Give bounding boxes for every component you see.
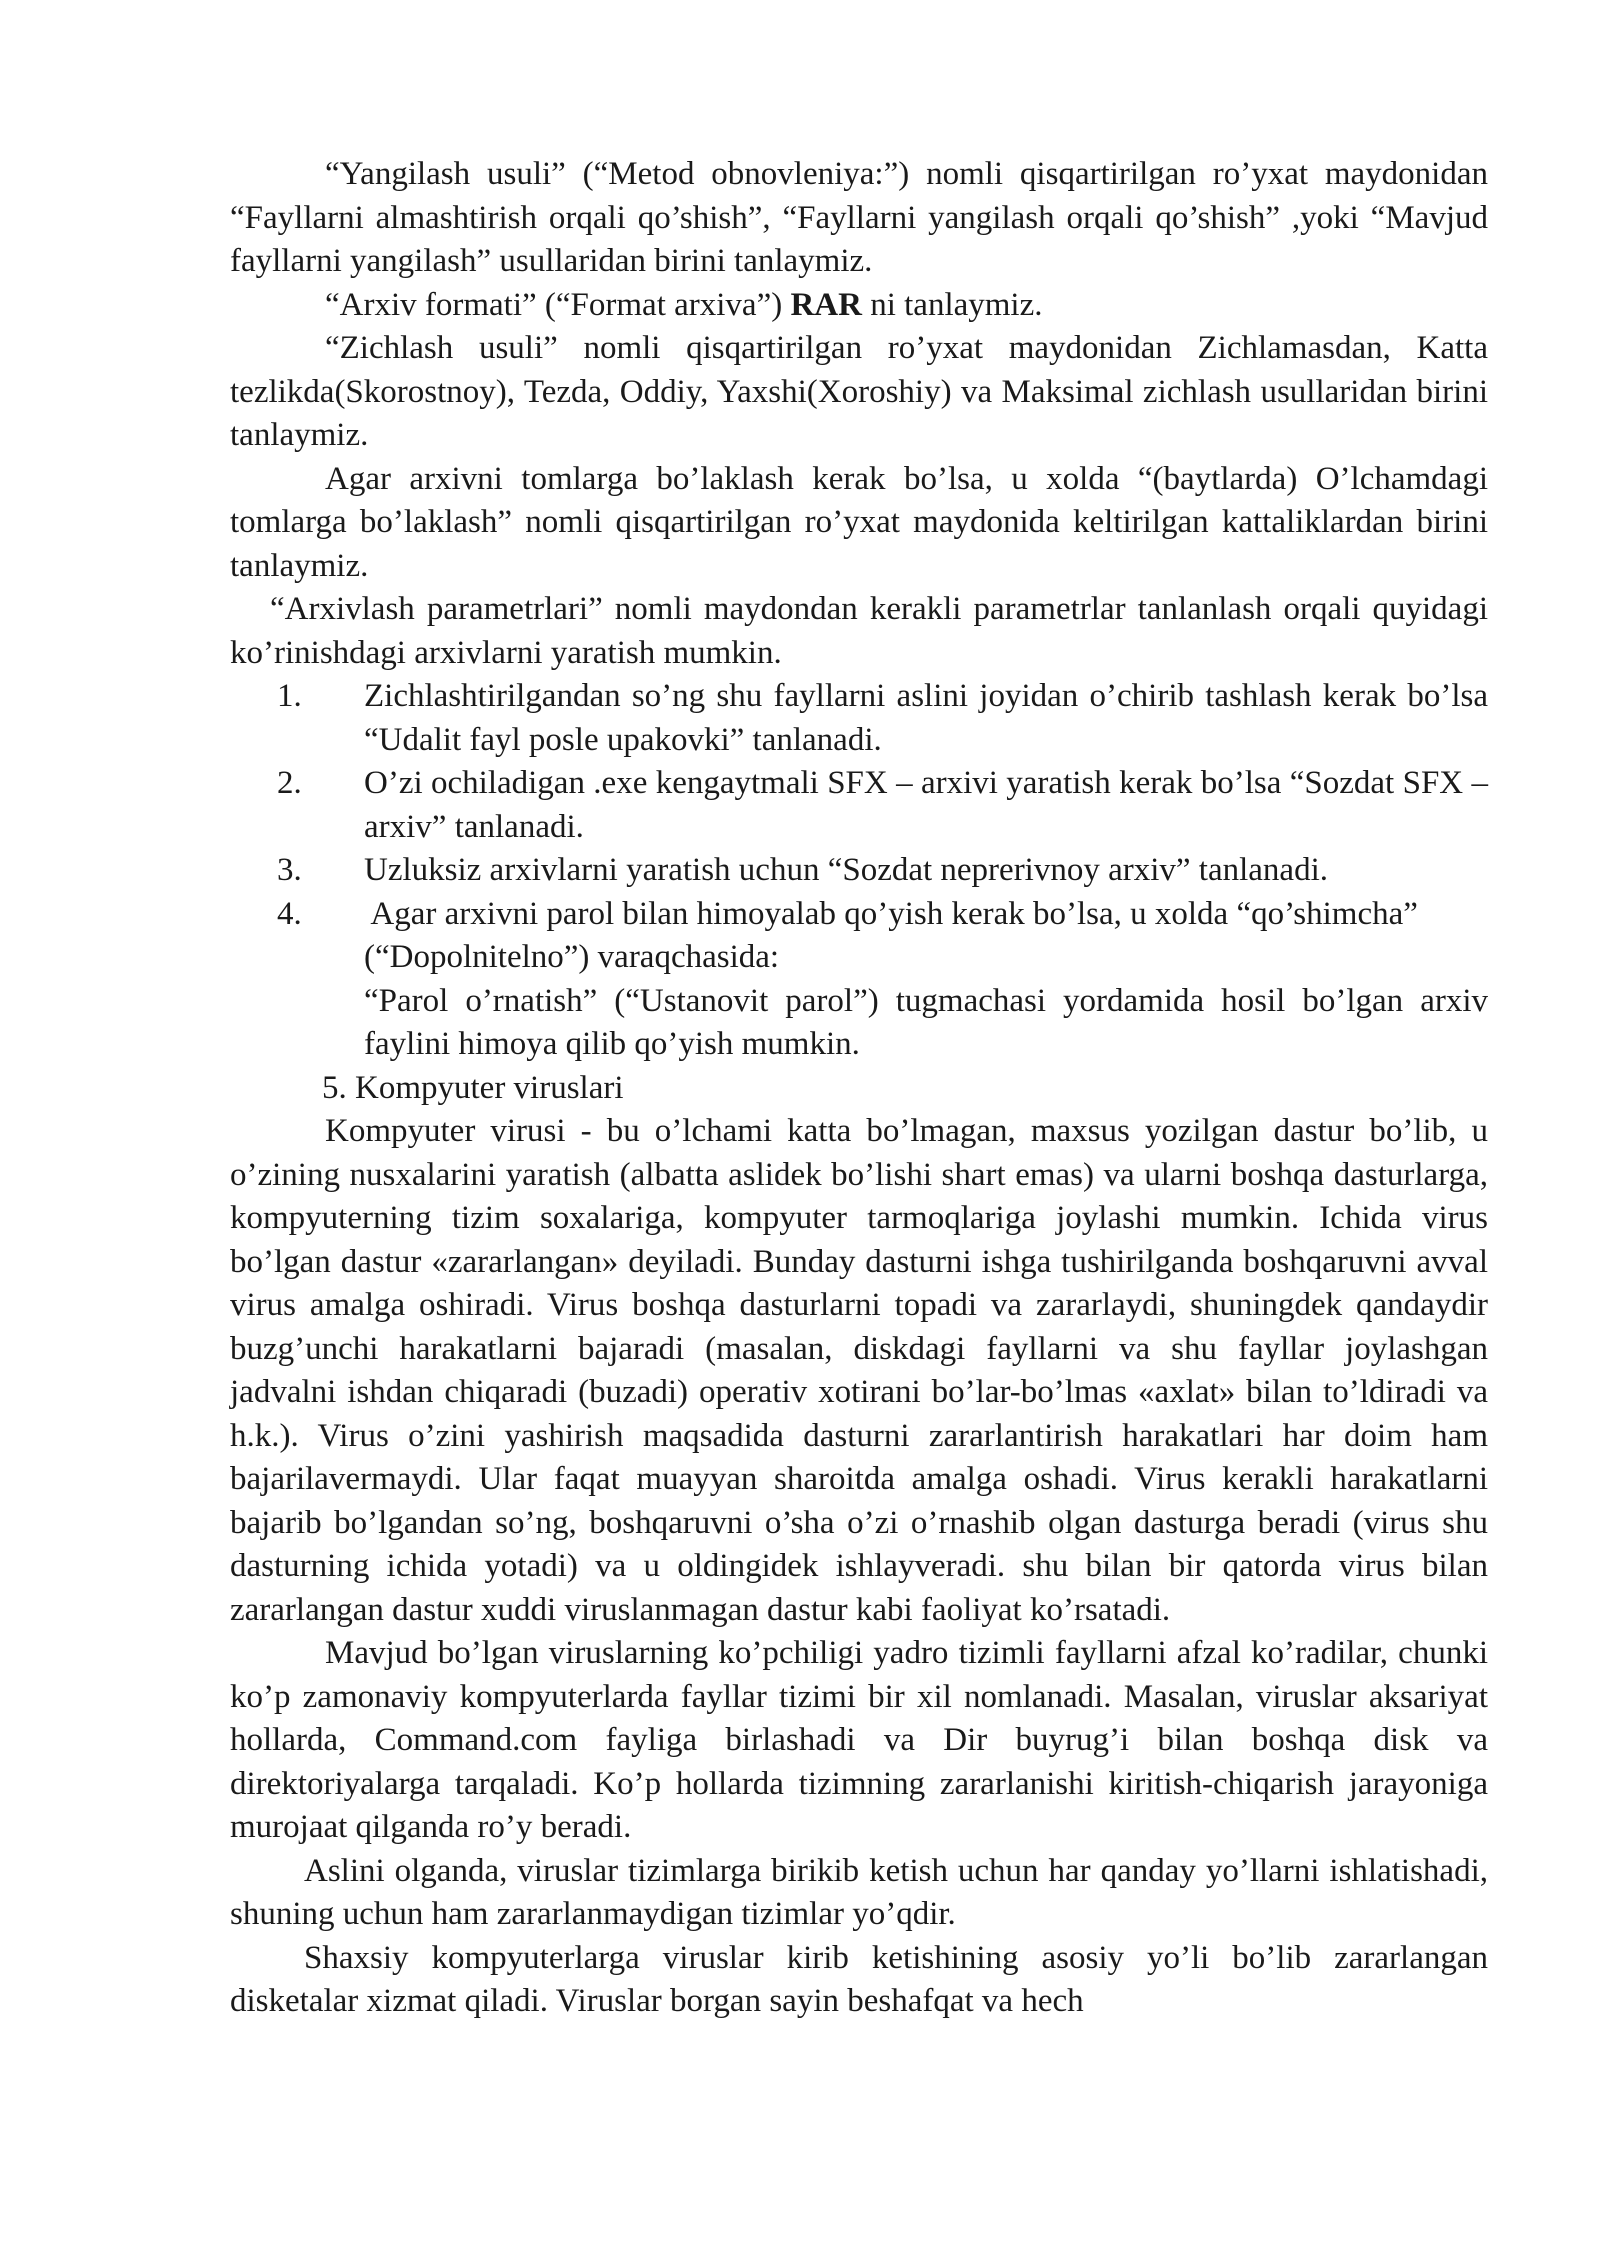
list-item xyxy=(230,675,1488,762)
numbered-list xyxy=(230,675,1488,1067)
list-item-number: 2. xyxy=(277,765,302,801)
list-item xyxy=(230,893,1488,980)
list-item xyxy=(230,762,1488,849)
paragraph-volume-split: Agar arxivni tomlarga bo’laklash kerak bo’lsa, u xolda “(baytlarda) O’lchamdagi tomlarga bo’laklash” nomli qisqartirilgan ro’yxat maydonida keltirilgan kattaliklardan birini tanlaymiz. xyxy=(230,460,1488,584)
list-item xyxy=(230,849,1488,893)
list-item-text: Uzluksiz arxivlarni yaratish uchun “Sozdat neprerivnoy arxiv” tanlanadi. xyxy=(364,852,1328,888)
paragraph-compression-method: “Zichlash usuli” nomli qisqartirilgan ro’yxat maydonidan Zichlamasdan, Katta tezlikda(Skorostnoy), Tezda, Oddiy, Yaxshi(Xoroshiy) va Maksimal zichlash usullaridan birini tanlaymiz. xyxy=(230,330,1488,453)
list-item-text: Zichlashtirilgandan so’ng shu fayllarni aslini joyidan o’chirib tashlash kerak bo’lsa “Udalit fayl posle upakovki” tanlanadi. xyxy=(364,678,1488,758)
archive-format-text: “Arxiv formati” (“Format arxiva”) xyxy=(325,286,791,323)
paragraph-virus-spread: Aslini olganda, viruslar tizimlarga birikib ketish uchun har qanday yo’llarni ishlatishadi, shuning uchun ham zararlanmaydigan tizimlar yo’qdir. xyxy=(230,1852,1488,1932)
list-item-text: O’zi ochiladigan .exe kengaytmali SFX – arxivi yaratish kerak bo’lsa “Sozdat SFX – arxiv” tanlanadi. xyxy=(364,765,1488,845)
paragraph-virus-entry: Shaxsiy kompyuterlarga viruslar kirib ketishining asosiy yo’li bo’lib zararlangan disketalar xizmat qiladi. Viruslar borgan sayin beshafqat va hech xyxy=(230,1939,1488,2019)
archive-format-rar: RAR xyxy=(790,286,862,323)
list-item-number: 3. xyxy=(277,852,302,888)
list-item-continuation: “Parol o’rnatish” (“Ustanovit parol”) tugmachasi yordamida hosil bo’lgan arxiv faylini himoya qilib qo’yish mumkin. xyxy=(364,982,1488,1062)
document-page xyxy=(230,153,1488,2024)
list-item-number: 1. xyxy=(277,678,302,714)
paragraph-archive-format xyxy=(230,284,1488,328)
archive-format-text-end: ni tanlaymiz. xyxy=(861,286,1043,323)
list-item-number: 4. xyxy=(277,895,302,932)
paragraph-update-method: “Yangilash usuli” (“Metod obnovleniya:”) nomli qisqartirilgan ro’yxat maydonidan “Fayllarni almashtirish orqali qo’shish”, “Fayllarni yangilash orqali qo’shish” ,yoki “Mavjud fayllarni yangilash” usullaridan birini tanlaymiz. xyxy=(230,156,1488,279)
paragraph-virus-definition: Kompyuter virusi - bu o’lchami katta bo’lmagan, maxsus yozilgan dastur bo’lib, u o’zining nusxalarini yaratish (albatta aslidek bo’lishi shart emas) va ularni boshqa dasturlarga, kompyuterning tizim soxalariga, kompyuter tarmoqlariga joylashi mumkin. Ichida virus bo’lgan dastur «zararlangan» deyiladi. Bunday dasturni ishga tushirilganda boshqaruvni avval virus amalga oshiradi. Virus boshqa dasturlarni topadi va zararlaydi, shuningdek qandaydir buzg’unchi harakatlarni bajaradi (masalan, diskdagi fayllarni va shu fayllar joylashgan jadvalni ishdan chiqaradi (buzadi) operativ xotirani bo’lar-bo’lmas «axlat» bilan to’ldiradi va h.k.). Virus o’zini yashirish maqsadida dasturni zararlantirish harakatlari har doim ham bajarilavermaydi. Ular faqat muayyan sharoitda amalga oshadi. Virus kerakli harakatlarni bajarib bo’lgandan so’ng, boshqaruvni o’sha o’zi o’rnashib olgan dasturga beradi (virus shu dasturning ichida yotadi) va u oldingidek ishlayveradi. shu bilan bir qatorda virus bilan zararlangan dastur xuddi viruslanmagan dastur kabi faoliyat ko’rsatadi. xyxy=(230,1113,1488,1628)
paragraph-virus-targets: Mavjud bo’lgan viruslarning ko’pchiligi yadro tizimli fayllarni afzal ko’radilar, chunki ko’p zamonaviy kompyuterlarda fayllar tizimi bir xil nomlanadi. Masalan, viruslar aksariyat hollarda, Command.com fayliga birlashadi va Dir buyrug’i bilan boshqa disk va direktoriyalarga tarqaladi. Ko’p hollarda tizimning zararlanishi kiritish-chiqarish jarayoniga murojaat qilganda ro’y beradi. xyxy=(230,1635,1488,1845)
paragraph-archive-params: “Arxivlash parametrlari” nomli maydondan kerakli parametrlar tanlanlash orqali quyidagi ko’rinishdagi arxivlarni yaratish mumkin. xyxy=(230,591,1488,671)
list-item-text: Agar arxivni parol bilan himoyalab qo’yish kerak bo’lsa, u xolda “qo’shimcha” (“Dopolnitelno”) varaqchasida: xyxy=(364,895,1418,975)
section-heading: 5. Kompyuter viruslari xyxy=(322,1069,624,1106)
